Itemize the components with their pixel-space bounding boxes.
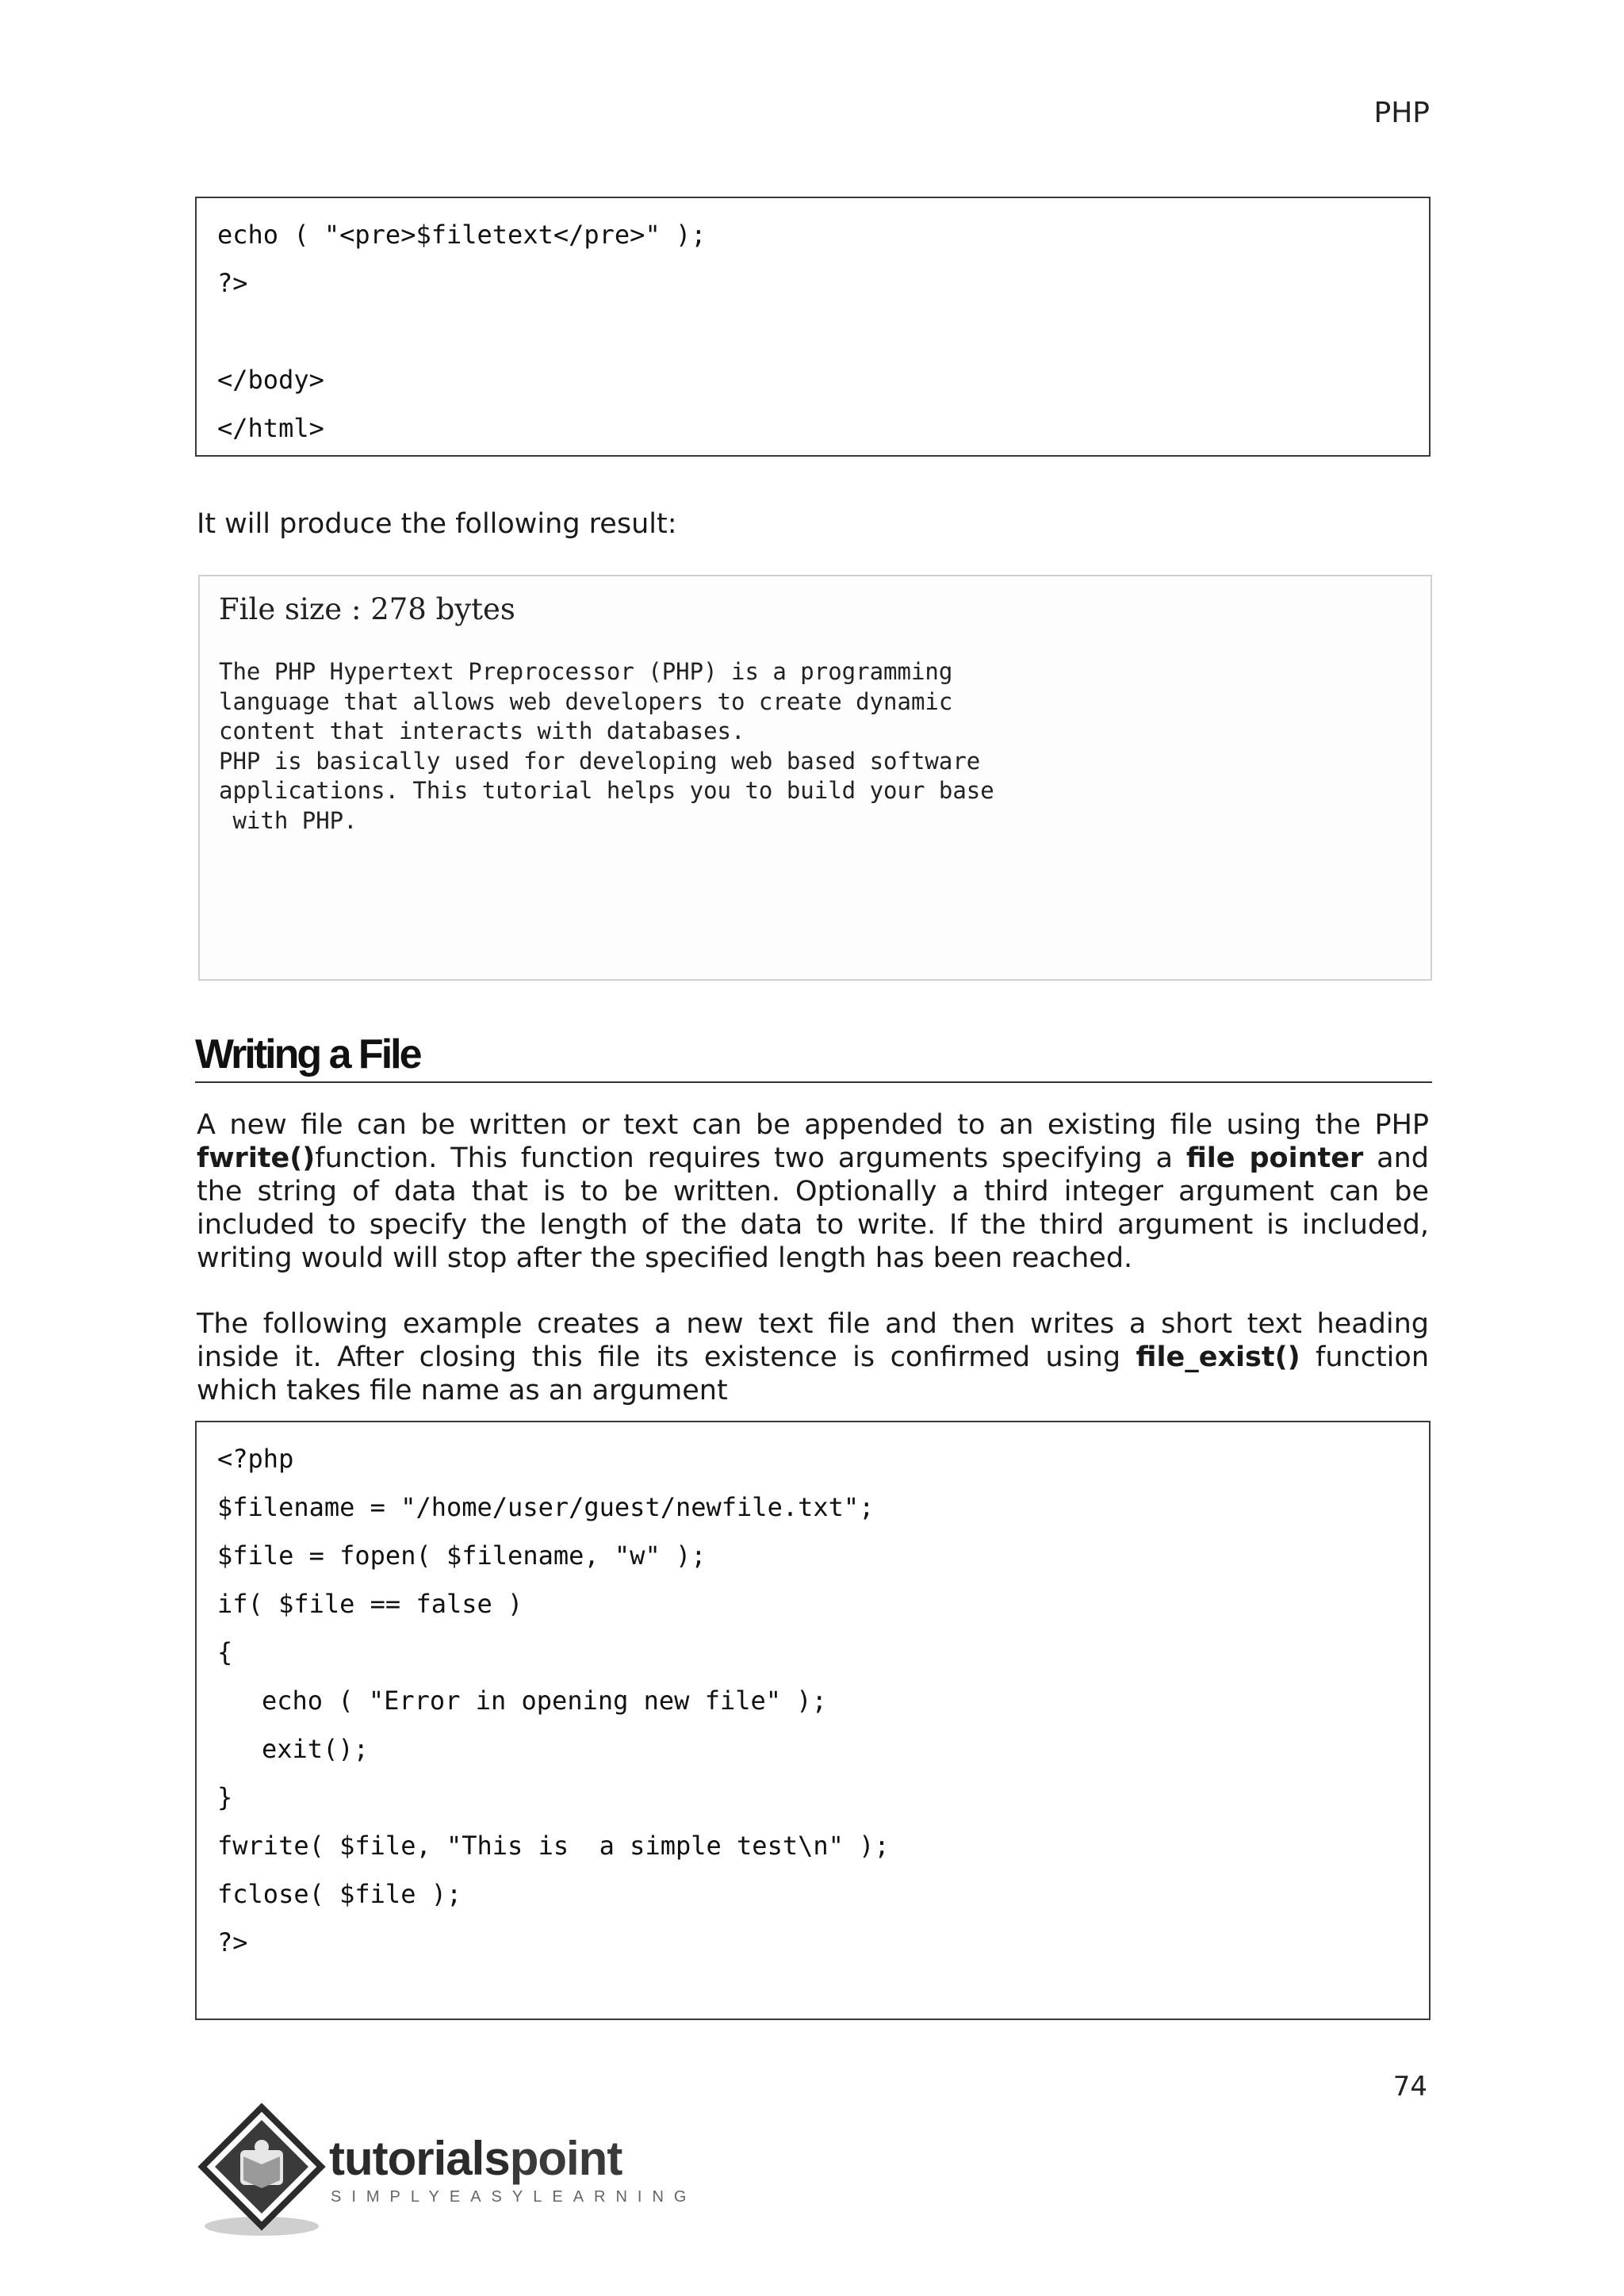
term-file-exist: file_exist() — [1136, 1341, 1300, 1373]
code-line: if( $file == false ) — [217, 1589, 523, 1619]
output-text: The PHP Hypertext Preprocessor (PHP) is a programming language that allows web developers to create dynamic content that interacts with databases. PHP is basically used for developing web based software applications. This tutorial helps you to build your base with PHP. — [219, 658, 994, 834]
code-line: </body> — [217, 365, 324, 395]
result-intro: It will produce the following result: — [197, 508, 677, 540]
code-line — [217, 314, 1408, 362]
output-screenshot — [198, 575, 1432, 981]
code-line: fwrite( $file, "This is a simple test\n" ); — [217, 1831, 890, 1861]
logo-wordmark — [329, 2131, 622, 2186]
code-line: ?> — [217, 268, 248, 298]
tutorialspoint-logo — [194, 2101, 697, 2244]
paragraph-fwrite — [197, 1108, 1429, 1275]
term-fwrite: fwrite() — [197, 1142, 316, 1174]
code-line: { — [217, 1637, 233, 1667]
code-line: </html> — [217, 413, 324, 443]
code-line: $filename = "/home/user/guest/newfile.txt"; — [217, 1492, 875, 1522]
paragraph-text: and the string of data that is to be written. Optionally a third integer argument can be included to specify the length of the data to write. If the third argument is included, writing would will stop after the specified length has been reached. — [197, 1142, 1429, 1274]
logo-word-tutorials: tutorials — [329, 2132, 510, 2185]
logo-diamond-icon — [194, 2101, 329, 2244]
code-line: <?php — [217, 1444, 294, 1474]
paragraph-example — [197, 1307, 1429, 1407]
code-line: fclose( $file ); — [217, 1879, 462, 1909]
code-line: echo ( "<pre>$filetext</pre>" ); — [217, 220, 707, 250]
code-block-top — [195, 197, 1431, 457]
code-line: exit(); — [262, 1734, 369, 1764]
code-line: echo ( "Error in opening new file" ); — [262, 1686, 827, 1716]
paragraph-text: The following example creates a new text file and then writes a short text heading inside it. After closing this file its existence is confirmed using — [197, 1308, 1429, 1373]
output-file-size: File size : 278 bytes — [219, 592, 515, 626]
page-number: 74 — [1392, 2071, 1427, 2103]
code-line: $file = fopen( $filename, "w" ); — [217, 1540, 707, 1571]
code-line: ?> — [217, 1927, 248, 1957]
code-block-bottom — [195, 1421, 1431, 2020]
paragraph-text: A new file can be written or text can be appended to an existing file using the PHP — [197, 1109, 1429, 1141]
paragraph-text: function. This function requires two arguments specifying a — [315, 1142, 1186, 1174]
code-line: } — [217, 1782, 233, 1812]
logo-tagline: SIMPLYEASYLEARNING — [331, 2188, 697, 2206]
term-file-pointer: file pointer — [1185, 1142, 1364, 1174]
running-header: PHP — [1373, 97, 1430, 129]
paragraph-text: function which takes file name as an argument — [197, 1341, 1429, 1406]
section-heading: Writing a File — [195, 1031, 1432, 1083]
logo-word-point: point — [509, 2132, 622, 2185]
